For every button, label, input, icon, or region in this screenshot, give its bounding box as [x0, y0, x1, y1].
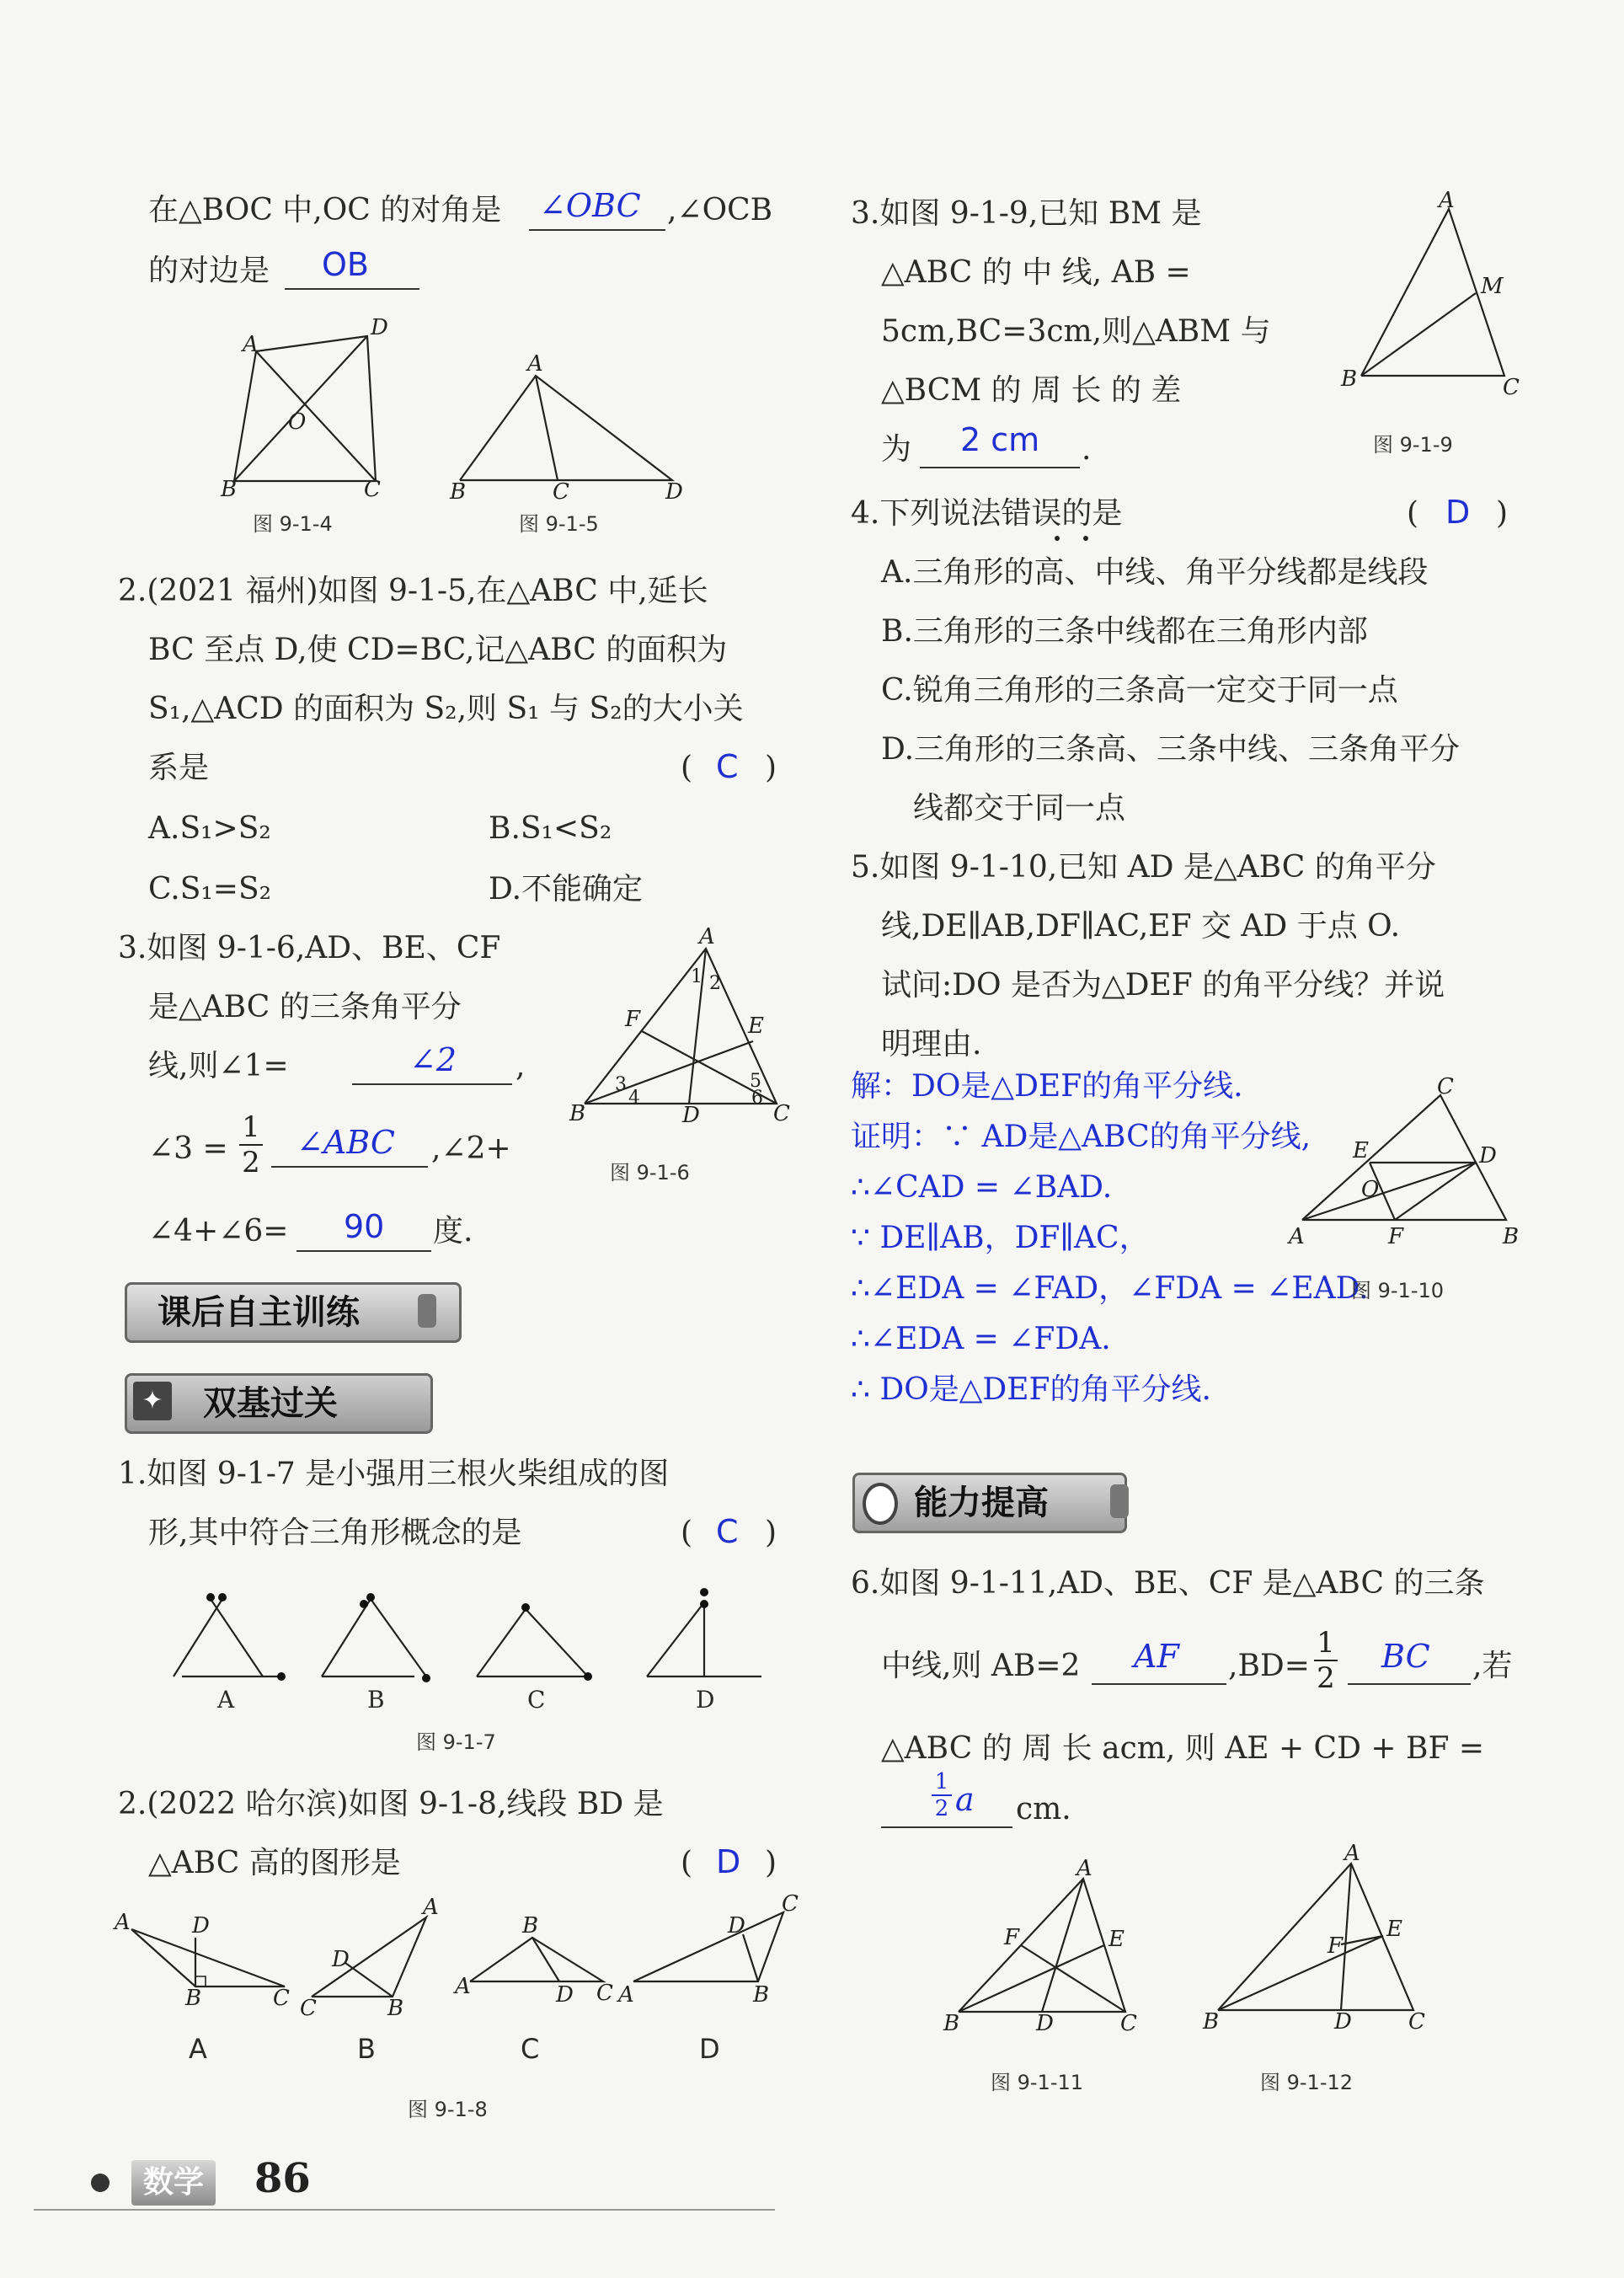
fig8-label-c: C — [521, 2033, 540, 2065]
svg-text:D: D — [556, 1982, 574, 2008]
svg-text:D: D — [371, 315, 388, 340]
svg-text:B: B — [1341, 366, 1358, 392]
match-figure-c — [477, 1603, 592, 1681]
svg-text:E: E — [1108, 1927, 1125, 1952]
svg-text:D: D — [192, 1913, 210, 1938]
svg-text:B: B — [450, 479, 467, 505]
r3-line-4: △BCM 的 周 长 的 差 — [881, 373, 1182, 408]
svg-text:D: D — [1036, 2011, 1054, 2036]
r4-option-a: A.三角形的高、中线、角平分线都是线段 — [881, 555, 1429, 590]
r5-solution-line-7: ∴ DO是△DEF的角平分线. — [851, 1372, 1211, 1407]
figure-9-1-5 — [446, 345, 699, 505]
r5-line-3: 试问:DO 是否为△DEF 的角平分线？并说 — [881, 968, 1445, 1003]
svg-text:E: E — [748, 1013, 764, 1039]
figure-9-1-7 — [168, 1584, 775, 1727]
figure-9-1-7-caption: 图 9-1-7 — [416, 1730, 496, 1754]
svg-text:1: 1 — [691, 966, 702, 987]
svg-text:2: 2 — [709, 973, 721, 994]
q2-option-c: C.S₁=S₂ — [148, 872, 272, 906]
match-figure-b — [322, 1593, 430, 1682]
svg-text:A: A — [455, 1974, 471, 1999]
svg-text:C: C — [364, 477, 381, 502]
q3-line-2: 是△ABC 的三条角平分 — [148, 990, 462, 1024]
svg-text:B: B — [1203, 2009, 1220, 2035]
b1-line-1: 1.如图 9-1-7 是小强用三根火柴组成的图 — [118, 1457, 670, 1491]
subject-tag: 数学 — [131, 2160, 216, 2206]
b1-line-2: 形,其中符合三角形概念的是 — [148, 1516, 522, 1550]
b2-answer: D — [716, 1843, 741, 1880]
figure-9-1-10 — [1289, 1074, 1533, 1264]
r3-blank[interactable] — [920, 467, 1080, 468]
fig7-label-a: A — [217, 1686, 235, 1714]
r3-line-5-dot: . — [1082, 432, 1092, 467]
figure-9-1-5-caption: 图 9-1-5 — [519, 512, 599, 536]
q1-blank-1[interactable] — [529, 229, 665, 231]
q3-line-4-tail: ,∠2+ — [431, 1131, 511, 1166]
r6-fraction-half: 1 2 — [1314, 1626, 1338, 1695]
svg-text:A: A — [115, 1910, 131, 1935]
b2-line-2: △ABC 高的图形是 — [148, 1846, 401, 1880]
figure-9-1-12-caption: 图 9-1-12 — [1260, 2071, 1354, 2094]
r5-solution-line-2: 证明：∵ AD是△ABC的角平分线, — [851, 1120, 1311, 1154]
svg-text:A: A — [1344, 1841, 1360, 1866]
svg-text:D: D — [682, 1103, 700, 1128]
banner-ring-icon — [863, 1483, 898, 1525]
b2-answer-paren: ( — [681, 1846, 693, 1880]
fig7-label-d: D — [696, 1686, 715, 1714]
r6-line-4-tail: cm. — [1016, 1792, 1071, 1826]
q3-line-3-comma: , — [516, 1049, 526, 1083]
svg-text:A: A — [618, 1982, 634, 2008]
figure-9-1-6 — [564, 924, 800, 1129]
figure-9-1-8 — [110, 1891, 809, 2030]
q2-answer-paren: ( — [681, 751, 693, 785]
q3-blank-2[interactable] — [271, 1166, 428, 1168]
r6-blank-3[interactable] — [881, 1826, 1012, 1828]
r6-line-1: 6.如图 9-1-11,AD、BE、CF 是△ABC 的三条 — [851, 1566, 1485, 1601]
fig8-label-b: B — [357, 2033, 376, 2065]
q3-line-5-pre: ∠4+∠6= — [148, 1214, 289, 1249]
svg-text:C: C — [1437, 1074, 1454, 1099]
svg-text:E: E — [1386, 1917, 1402, 1942]
r6-line-2-tail: ,若 — [1472, 1649, 1513, 1683]
q2-option-d: D.不能确定 — [489, 872, 644, 906]
r3-line-3: 5cm,BC=3cm,则△ABM 与 — [881, 314, 1271, 349]
r4-option-d-cont: 线都交于同一点 — [913, 791, 1126, 826]
svg-text:A: A — [1439, 188, 1455, 213]
svg-text:B: B — [387, 1996, 404, 2021]
r5-solution-line-4: ∵ DE∥AB，DF∥AC， — [851, 1221, 1150, 1255]
svg-text:C: C — [596, 1981, 613, 2006]
q2-line-4: 系是 — [148, 751, 210, 785]
svg-text:C: C — [1120, 2011, 1137, 2036]
height-figure-d — [617, 1891, 799, 2008]
emphasis-dot-1 — [1055, 536, 1060, 541]
svg-text:C: C — [773, 1101, 790, 1126]
r6-answer-3: a — [955, 1781, 975, 1818]
r3-line-5: 为 — [881, 432, 912, 467]
svg-text:A: A — [423, 1895, 439, 1920]
q2-answer: C — [716, 748, 739, 785]
svg-text:B: B — [1503, 1224, 1520, 1249]
svg-text:4: 4 — [628, 1088, 640, 1109]
banner-end-knob — [418, 1294, 436, 1328]
r4-option-d: D.三角形的三条高、三条中线、三条角平分 — [881, 732, 1461, 767]
q1-blank-2[interactable] — [285, 288, 419, 290]
deer-icon: ✦ — [133, 1382, 172, 1420]
svg-text:C: C — [1503, 375, 1520, 400]
svg-text:C: C — [1408, 2009, 1425, 2035]
r4-answer-paren: ( — [1407, 496, 1419, 531]
q3-line-5-tail: 度. — [433, 1214, 473, 1249]
figure-9-1-12 — [1203, 1841, 1447, 2047]
q3-blank-3[interactable] — [296, 1250, 431, 1252]
r3-line-2: △ABC 的 中 线, AB = — [881, 255, 1191, 290]
banner-end-knob-right — [1110, 1484, 1129, 1518]
fig7-label-c: C — [527, 1686, 546, 1714]
section-after-class-training: 课后自主训练 — [125, 1282, 462, 1343]
svg-text:A: A — [699, 924, 715, 949]
svg-text:A: A — [1076, 1856, 1092, 1881]
svg-text:B: B — [753, 1982, 770, 2008]
svg-text:A: A — [1289, 1224, 1305, 1249]
svg-text:F: F — [1388, 1224, 1404, 1249]
q3-answer-2: ∠ABC — [296, 1124, 395, 1161]
svg-text:E: E — [1353, 1138, 1369, 1163]
r5-solution-line-3: ∴∠CAD = ∠BAD. — [851, 1170, 1113, 1205]
footer-rule — [34, 2209, 775, 2211]
r5-line-1: 5.如图 9-1-10,已知 AD 是△ABC 的角平分 — [851, 850, 1436, 885]
q3-fraction-half: 1 2 — [239, 1110, 263, 1179]
svg-text:D: D — [1479, 1143, 1497, 1168]
match-figure-d — [647, 1588, 761, 1676]
q1-continued-line1: 在△BOC 中,OC 的对角是 — [148, 193, 502, 227]
svg-text:B: B — [569, 1101, 586, 1126]
svg-text:C: C — [782, 1891, 799, 1917]
r6-blank-2[interactable] — [1348, 1683, 1471, 1685]
svg-text:3: 3 — [615, 1074, 627, 1095]
q1-answer-2: OB — [322, 246, 369, 283]
q1-continued-line2: 的对边是 — [148, 254, 270, 288]
svg-text:D: D — [728, 1913, 745, 1938]
svg-text:5: 5 — [750, 1071, 761, 1092]
r3-answer: 2 cm — [960, 421, 1040, 458]
svg-text:C: C — [553, 479, 569, 505]
q3-line-3: 线,则∠1= — [148, 1049, 289, 1083]
svg-text:F: F — [625, 1007, 641, 1032]
svg-text:A: A — [527, 351, 543, 377]
svg-text:D: D — [332, 1947, 350, 1972]
r5-line-4: 明理由. — [881, 1027, 982, 1061]
b1-answer: C — [716, 1513, 739, 1550]
svg-text:B: B — [221, 477, 238, 502]
svg-text:A: A — [243, 332, 259, 357]
q2-answer-paren-close: ) — [765, 751, 777, 785]
r6-blank-1[interactable] — [1092, 1683, 1226, 1685]
svg-text:O: O — [1361, 1177, 1380, 1202]
svg-text:C: C — [273, 1986, 290, 2011]
figure-9-1-10-caption: 图 9-1-10 — [1351, 1279, 1445, 1302]
q2-line-2: BC 至点 D,使 CD=BC,记△ABC 的面积为 — [148, 633, 728, 667]
svg-text:6: 6 — [751, 1088, 763, 1109]
fig8-label-a: A — [189, 2033, 207, 2065]
figure-9-1-6-caption: 图 9-1-6 — [610, 1161, 690, 1184]
r6-line-3: △ABC 的 周 长 acm, 则 AE + CD + BF = — [881, 1731, 1485, 1766]
height-figure-b — [300, 1895, 439, 2021]
r6-answer-2: BC — [1381, 1638, 1430, 1675]
match-figure-a — [174, 1593, 286, 1681]
svg-text:D: D — [1334, 2009, 1352, 2035]
q1-continued-line1-tail: ,∠OCB — [667, 193, 773, 227]
svg-text:B: B — [522, 1913, 539, 1938]
r5-solution-line-1: 解：DO是△DEF的角平分线. — [851, 1069, 1243, 1104]
r6-line-2-mid: ,BD= — [1228, 1649, 1310, 1683]
svg-text:F: F — [1328, 1933, 1344, 1959]
q2-line-1: 2.(2021 福州)如图 9-1-5,在△ABC 中,延长 — [118, 574, 708, 608]
section-ability-improvement: 能力提高 — [852, 1473, 1127, 1533]
figure-9-1-9 — [1339, 188, 1533, 404]
r5-solution-line-6: ∴∠EDA = ∠FDA. — [851, 1322, 1111, 1356]
r5-line-2: 线,DE∥AB,DF∥AC,EF 交 AD 于点 O. — [881, 909, 1401, 944]
svg-text:B: B — [185, 1986, 202, 2011]
q3-line-1: 3.如图 9-1-6,AD、BE、CF — [118, 931, 501, 965]
figure-9-1-11-caption: 图 9-1-11 — [991, 2071, 1084, 2094]
r6-line-2-pre: 中线,则 AB=2 — [881, 1649, 1081, 1683]
svg-text:B: B — [943, 2011, 960, 2036]
height-figure-c — [453, 1913, 613, 2008]
r4-answer-paren-close: ) — [1496, 496, 1509, 531]
figure-9-1-11 — [940, 1845, 1159, 2047]
figure-9-1-8-caption: 图 9-1-8 — [408, 2098, 488, 2121]
figure-9-1-4-caption: 图 9-1-4 — [253, 512, 333, 536]
r4-stem: 4.下列说法错误的是 — [851, 496, 1123, 531]
r6-answer-3-fraction: 1 2 — [932, 1769, 952, 1821]
fig8-label-d: D — [699, 2033, 720, 2065]
q2-option-b: B.S₁<S₂ — [489, 811, 612, 846]
r4-option-c: C.锐角三角形的三条高一定交于同一点 — [881, 673, 1398, 708]
r4-answer: D — [1445, 494, 1471, 531]
r5-solution-line-5: ∴∠EDA = ∠FAD，∠FDA = ∠EAD. — [851, 1271, 1369, 1306]
b1-answer-paren: ( — [681, 1516, 693, 1550]
figure-9-1-9-caption: 图 9-1-9 — [1373, 433, 1453, 457]
b2-line-1: 2.(2022 哈尔滨)如图 9-1-8,线段 BD 是 — [118, 1787, 664, 1821]
r3-line-1: 3.如图 9-1-9,已知 BM 是 — [851, 196, 1202, 231]
svg-text:F: F — [1004, 1925, 1020, 1950]
svg-text:C: C — [300, 1996, 317, 2021]
emphasis-dot-2 — [1083, 536, 1088, 541]
footer-dot — [91, 2174, 110, 2192]
b1-answer-paren-close: ) — [765, 1516, 777, 1550]
q3-answer-3: 90 — [344, 1208, 385, 1245]
svg-text:D: D — [665, 479, 683, 505]
svg-text:O: O — [288, 409, 307, 435]
r4-option-b: B.三角形的三条中线都在三角形内部 — [881, 614, 1368, 649]
svg-text:M: M — [1481, 274, 1504, 299]
q3-blank-1[interactable] — [352, 1083, 512, 1085]
height-figure-a — [113, 1910, 290, 2011]
b2-answer-paren-close: ) — [765, 1846, 777, 1880]
section-basics: 双基过关 — [125, 1373, 433, 1434]
q3-line-4-pre: ∠3 = — [148, 1131, 228, 1166]
q2-line-3: S₁,△ACD 的面积为 S₂,则 S₁ 与 S₂的大小关 — [148, 692, 744, 726]
q1-answer-1: ∠OBC — [539, 187, 641, 224]
r6-answer-1: AF — [1134, 1638, 1179, 1675]
fig7-label-b: B — [367, 1686, 385, 1714]
q3-answer-1: ∠2 — [409, 1041, 457, 1078]
page-number: 86 — [254, 2155, 311, 2202]
q2-option-a: A.S₁>S₂ — [148, 811, 271, 846]
figure-9-1-4 — [219, 316, 404, 501]
